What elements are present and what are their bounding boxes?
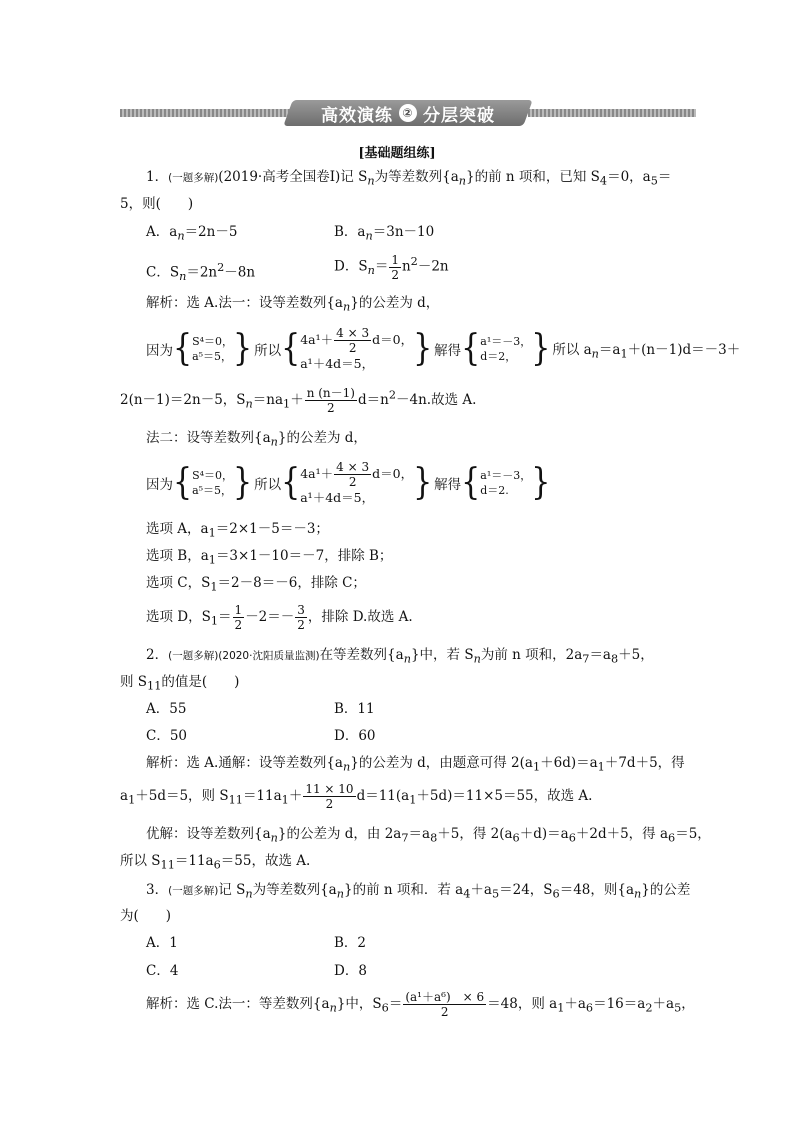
header-right: 分层突破 xyxy=(423,105,495,126)
q1-option-d: D．$S_n=$ $\frac{1}{2}$ $n^2-2n$ xyxy=(334,252,449,282)
q1-check-d: 选项 D，$S_1=$ $\frac{1}{2}$ －2＝－ $\frac{3}{2}$ ，排除 D.故选 A. xyxy=(146,603,413,632)
q2-option-a: A．55 xyxy=(146,701,187,717)
header-rule-right xyxy=(528,109,696,117)
q3-option-c: C．4 xyxy=(146,963,179,979)
q2-solution-line3: 优解：设等差数列$\{a_n\}$的公差为 d，由 $2a_7=a_8+5$，得 $2(a_6+d)=a_6+2d+5$，得 $a_6=5$， xyxy=(146,826,711,845)
q1-system-line1: 因为{S⁴＝0， a⁵＝5，} 所以{4a¹＋ $\frac{4 \times 3}{2}$ d＝0， a¹＋4d＝5， } 解得{a¹＝－3， d＝2， } 所以 $a_n=a_1+(n-1)d=-3+$ xyxy=(146,326,741,371)
q3-solution-line1: 解析：选 C.法一：等差数列$\{a_n\}$中，$S_6=$ $\frac{\text{(a¹＋a⁶) × 6}}{2}$ ＝48，则 $a_1+a_6=16=a_2+a_5$， xyxy=(146,990,695,1019)
q1-check-b: 选项 B，$a_1=3\times 1-10=-7$，排除 B； xyxy=(146,548,393,567)
q3-line2: 为( ) xyxy=(120,908,172,924)
q2-solution-line1: 解析：选 A.通解：设等差数列$\{a_n\}$的公差为 d，由题意可得 $2(a_1+6d)=a_1+7d+5$，得 xyxy=(146,755,685,774)
q1-solution-line1: 解析：选 A.法一：设等差数列$\{a_n\}$的公差为 d， xyxy=(146,295,440,314)
q3-line1: 3．(一题多解)记 $S_n$为等差数列$\{a_n\}$的前 n 项和．若 $a_4+a_5=24$，$S_6=48$，则$\{a_n\}$的公差 xyxy=(146,882,691,901)
q3-option-a: A．1 xyxy=(146,935,178,951)
q1-line1: 1．(一题多解)(2019·高考全国卷Ⅰ)记 $S_n$为等差数列$\{a_n\}$的前 n 项和，已知 $S_4=0$，$a_5=$ xyxy=(146,169,672,188)
q2-option-d: D．60 xyxy=(334,728,376,744)
q1-method2: 法二：设等差数列$\{a_n\}$的公差为 d， xyxy=(146,430,367,449)
header-left: 高效演练 xyxy=(321,105,393,126)
section-title: [基础题组练] xyxy=(358,146,436,161)
q2-line2: 则 $S_{11}$的值是( ) xyxy=(120,674,240,693)
q2-option-b: B．11 xyxy=(334,701,375,717)
header-text xyxy=(288,100,528,126)
header-banner xyxy=(120,100,696,126)
q1-line2: 5，则( ) xyxy=(120,196,194,212)
q3-option-d: D．8 xyxy=(334,963,367,979)
header-rule-left xyxy=(120,109,292,117)
q2-solution-line4: 所以 $S_{11}=11a_6=55$，故选 A. xyxy=(120,853,311,872)
q1-solution-line4: 2(n－1)＝2n－5，$S_n=na_1+$ $\frac{n (n-1)}{2}$ $d=n^2-4n$.故选 A. xyxy=(120,386,477,415)
q2-option-c: C．50 xyxy=(146,728,188,744)
q1-system-line2: 因为{S⁴＝0， a⁵＝5，} 所以{4a¹＋ $\frac{4 \times 3}{2}$ d＝0， a¹＋4d＝5， } 解得{a¹＝－3， d＝2. } xyxy=(146,460,551,505)
q2-solution-line2: $a_1+5d=5$，则 $S_{11}=11a_1+$ $\frac{11 \times 10}{2}$ $d=11(a_1+5d)=11\times 5=55$，故选 A. xyxy=(120,782,593,811)
q1-check-a: 选项 A，$a_1=2\times 1-5=-3$； xyxy=(146,521,329,540)
q3-option-b: B．2 xyxy=(334,935,367,951)
q1-check-c: 选项 C，$S_1=2-8=-6$，排除 C； xyxy=(146,575,366,594)
q1-option-c: C．$S_n=2n^2-8n$ xyxy=(146,261,256,284)
q1-option-b: B．$a_n=3n-10$ xyxy=(334,224,435,243)
q1-option-a: A．$a_n=2n-5$ xyxy=(146,224,238,243)
header-badge: ② xyxy=(399,104,417,122)
q2-line1: 2．(一题多解)(2020·沈阳质量监测)在等差数列$\{a_n\}$中，若 $S_n$为前 n 项和，$2a_7=a_8+5$， xyxy=(146,647,654,666)
